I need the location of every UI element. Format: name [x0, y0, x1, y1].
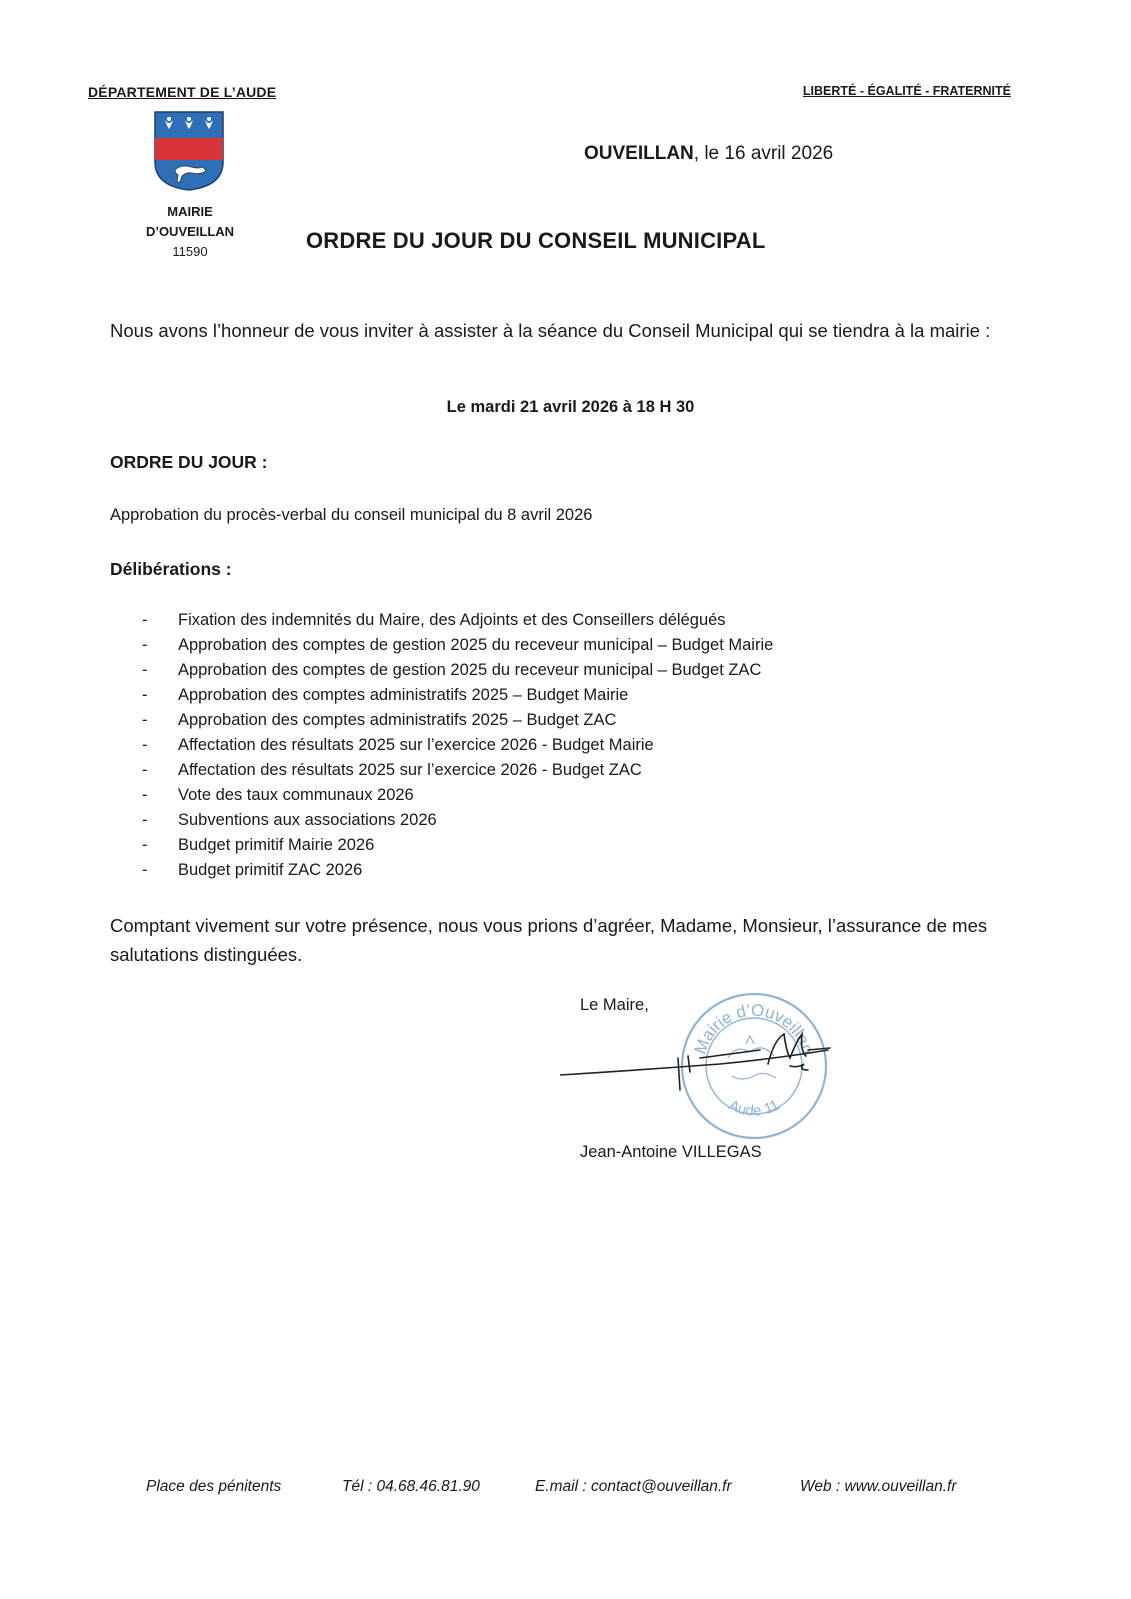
- date-text: , le 16 avril 2026: [693, 143, 834, 164]
- list-item-text: Approbation des comptes de gestion 2025 du receveur municipal – Budget ZAC: [178, 661, 762, 679]
- list-item-text: Approbation des comptes administratifs 2025 – Budget Mairie: [178, 686, 629, 704]
- list-item: [142, 783, 773, 808]
- stamp-bottom-text: Aude 11: [726, 1096, 782, 1120]
- list-item-text: Budget primitif ZAC 2026: [178, 861, 363, 879]
- list-dash: -: [142, 786, 148, 804]
- postcode: 11590: [172, 244, 208, 259]
- date-line: [584, 143, 833, 165]
- town-crest-logo: [153, 110, 225, 192]
- list-dash: -: [142, 636, 148, 654]
- agenda-heading: ORDRE DU JOUR :: [110, 452, 268, 472]
- department-label: DÉPARTEMENT DE L’AUDE: [88, 84, 277, 100]
- list-item-text: Affectation des résultats 2025 sur l’exercice 2026 - Budget ZAC: [178, 761, 642, 779]
- list-item: [142, 733, 773, 758]
- list-item-text: Approbation des comptes de gestion 2025 du receveur municipal – Budget Mairie: [178, 636, 774, 654]
- list-item: [142, 633, 773, 658]
- list-item: [142, 658, 773, 683]
- national-motto: LIBERTÉ - ÉGALITÉ - FRATERNITÉ: [802, 84, 1011, 98]
- footer-website: Web : www.ouveillan.fr: [800, 1478, 957, 1495]
- footer-email: E.mail : contact@ouveillan.fr: [535, 1478, 732, 1495]
- list-dash: -: [142, 836, 148, 854]
- list-dash: -: [142, 611, 148, 629]
- mairie-line2: D’OUVEILLAN: [145, 224, 235, 239]
- list-item: [142, 708, 773, 733]
- footer-phone: Tél : 04.68.46.81.90: [342, 1478, 480, 1495]
- svg-text:Aude 11: [726, 1097, 782, 1120]
- approval-item: Approbation du procès-verbal du conseil municipal du 8 avril 2026: [110, 506, 593, 524]
- mairie-address-block: [120, 202, 260, 262]
- list-item: [142, 608, 773, 633]
- list-item: [142, 858, 773, 883]
- list-dash: -: [142, 761, 148, 779]
- list-item-text: Subventions aux associations 2026: [178, 811, 437, 829]
- list-item: [142, 833, 773, 858]
- page-title: ORDRE DU JOUR DU CONSEIL MUNICIPAL: [306, 228, 766, 253]
- signer-role: Le Maire,: [580, 996, 649, 1014]
- closing-paragraph: Comptant vivement sur votre présence, nous vous prions d’agréer, Madame, Monsieur, l’assurance de mes salutations distinguées.: [110, 915, 988, 965]
- list-dash: -: [142, 686, 148, 704]
- list-item: [142, 808, 773, 833]
- list-dash: -: [142, 736, 148, 754]
- list-item-text: Affectation des résultats 2025 sur l’exercice 2026 - Budget Mairie: [178, 736, 654, 754]
- meeting-datetime: Le mardi 21 avril 2026 à 18 H 30: [446, 398, 695, 416]
- mairie-line1: MAIRIE: [167, 204, 213, 219]
- stamp-top-text: Mairie d’Ouveillan: [690, 1000, 818, 1057]
- mayor-signature: [560, 1020, 850, 1100]
- deliberations-heading: Délibérations :: [110, 559, 232, 579]
- deliberations-list: [142, 608, 773, 883]
- signer-name: Jean-Antoine VILLEGAS: [580, 1143, 762, 1161]
- footer-address: Place des pénitents: [146, 1478, 282, 1495]
- list-dash: -: [142, 861, 148, 879]
- list-dash: -: [142, 711, 148, 729]
- list-item: [142, 683, 773, 708]
- intro-paragraph: Nous avons l’honneur de vous inviter à assister à la séance du Conseil Municipal qui se tiendra à la mairie :: [110, 320, 991, 341]
- list-dash: -: [142, 811, 148, 829]
- list-item-text: Vote des taux communaux 2026: [178, 786, 414, 804]
- list-item-text: Fixation des indemnités du Maire, des Adjoints et des Conseillers délégués: [178, 611, 726, 629]
- date-city: OUVEILLAN: [584, 143, 694, 164]
- list-item-text: Approbation des comptes administratifs 2025 – Budget ZAC: [178, 711, 617, 729]
- list-item-text: Budget primitif Mairie 2026: [178, 836, 375, 854]
- list-dash: -: [142, 661, 148, 679]
- list-item: [142, 758, 773, 783]
